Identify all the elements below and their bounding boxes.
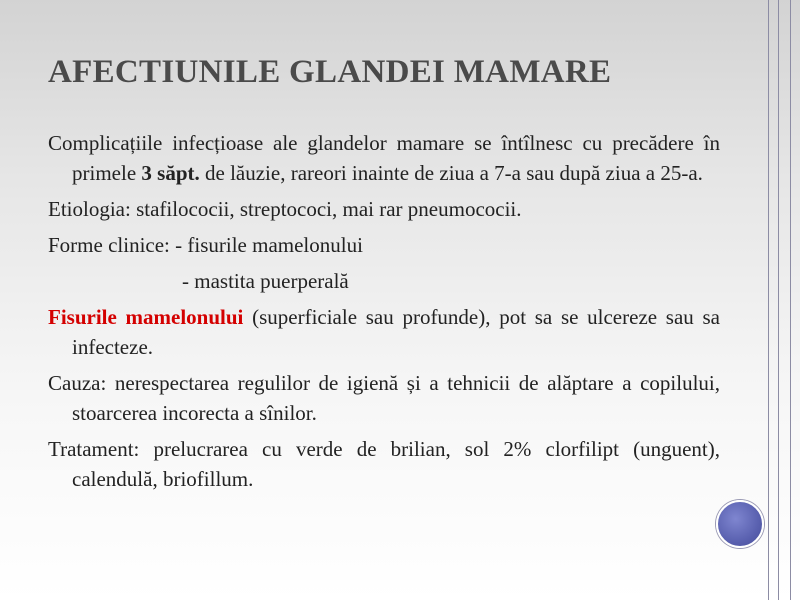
decor-line-left [768, 0, 769, 600]
fissures-highlight: Fisurile mamelonului [48, 305, 244, 329]
complications-text-end: de lăuzie, rareori inainte de ziua a 7-a sau după ziua a 25-a. [199, 161, 703, 185]
complications-bold: 3 săpt. [141, 161, 200, 185]
fissures-text: (superficiale sau profunde), pot sa se ulcereze sau sa infecteze. [72, 305, 720, 359]
decorative-circle [716, 500, 764, 548]
slide-body [48, 128, 720, 500]
complications-text: Complicațiile infecțioase ale glandelor mamare se întîlnesc cu precădere în primele [48, 131, 720, 185]
paragraph-treatment: Tratament: prelucrarea cu verde de brilian, sol 2% clorfilipt (unguent), calendulă, briofillum. [48, 437, 720, 491]
paragraph-cause: Cauza: nerespectarea regulilor de igienă și a tehnicii de alăptare a copilului, stoarcerea incorecta a sînilor. [48, 371, 720, 425]
paragraph-complications [48, 128, 720, 188]
decor-line-mid [778, 0, 779, 600]
paragraph-etiology: Etiologia: stafilococii, streptococi, mai rar pneumococii. [48, 197, 522, 221]
decor-line-right [790, 0, 791, 600]
slide-title: AFECTIUNILE GLANDEI MAMARE [48, 54, 612, 90]
paragraph-fissures [48, 302, 720, 362]
paragraph-clinical-forms-2: - mastita puerperală [182, 269, 349, 293]
paragraph-clinical-forms: Forme clinice: - fisurile mamelonului [48, 233, 363, 257]
